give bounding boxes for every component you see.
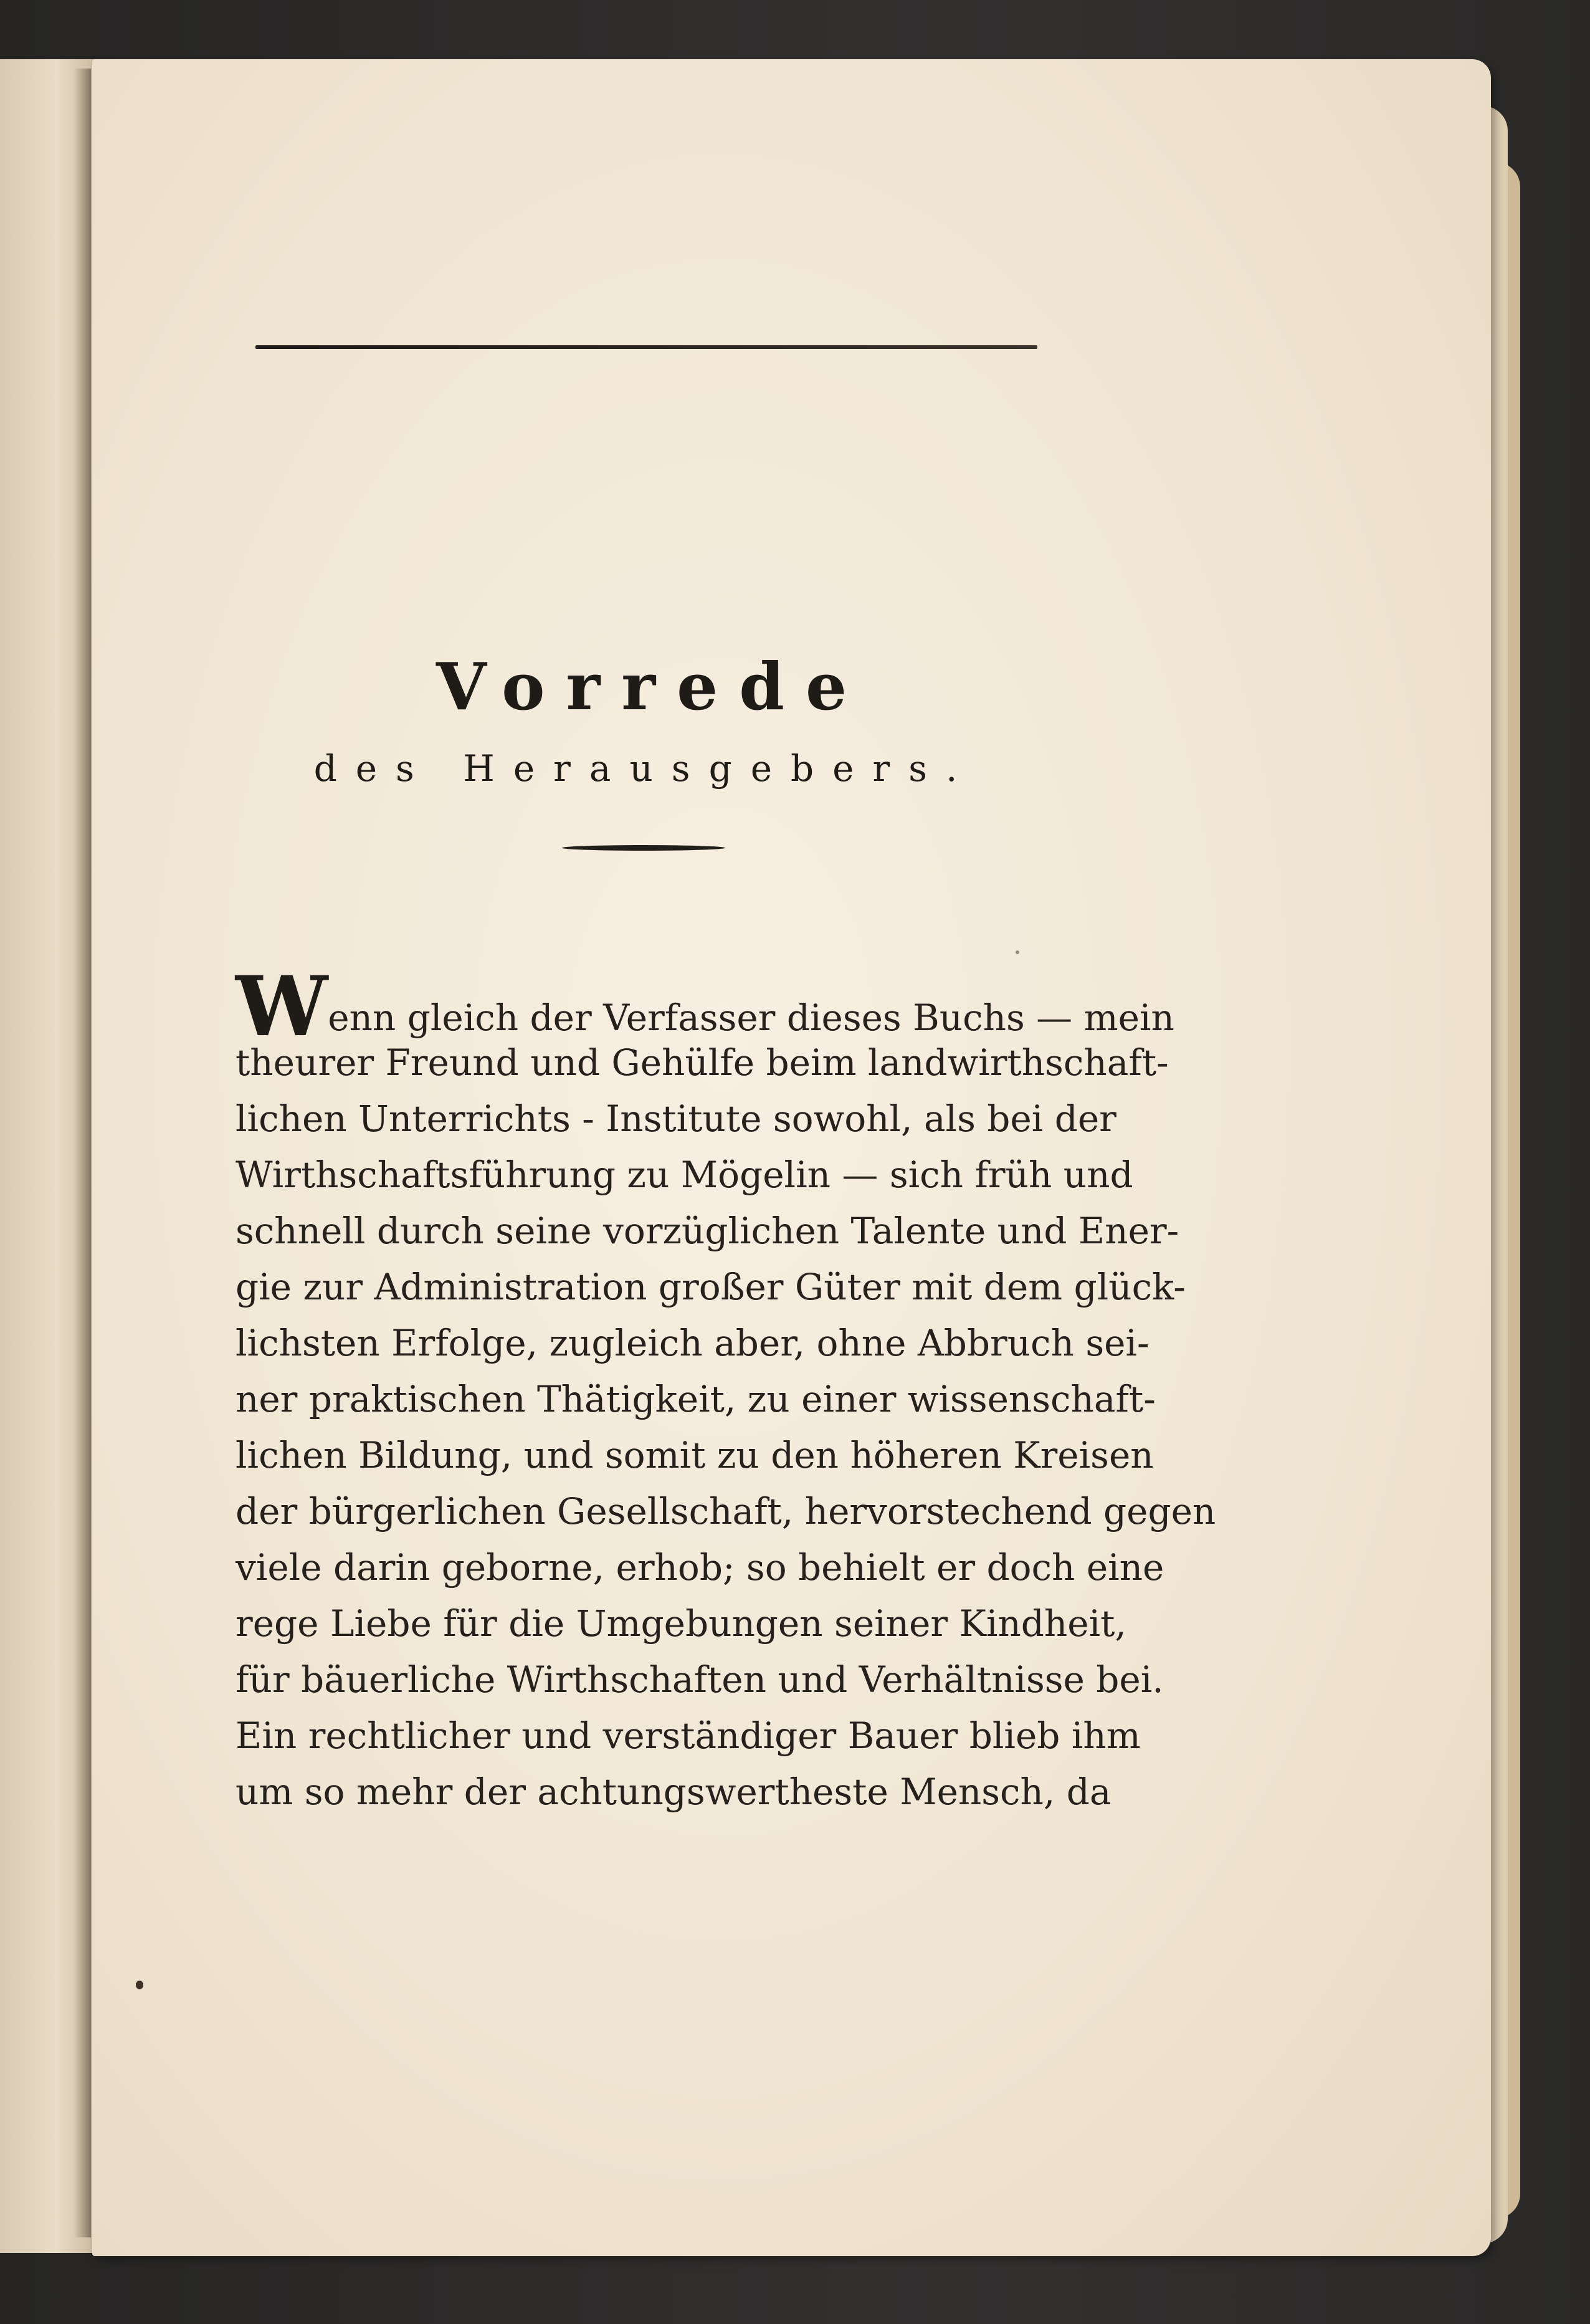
ink-speck bbox=[1016, 950, 1019, 954]
text-line: theurer Freund und Gehülfe beim landwirthschaft- bbox=[236, 1041, 1169, 1084]
text-line: rege Liebe für die Umgebungen seiner Kindheit, bbox=[236, 1602, 1126, 1645]
text-line: viele darin geborne, erhob; so behielt er doch eine bbox=[236, 1546, 1164, 1589]
text-line: Ein rechtlicher und verständiger Bauer blieb ihm bbox=[236, 1714, 1141, 1757]
text-line: ner praktischen Thätigkeit, zu einer wissenschaft- bbox=[236, 1378, 1156, 1420]
text-line: schnell durch seine vorzüglichen Talente und Ener- bbox=[236, 1210, 1179, 1252]
drop-cap: W bbox=[236, 959, 328, 1055]
text-line: gie zur Administration großer Güter mit dem glück- bbox=[236, 1266, 1186, 1308]
top-rule bbox=[255, 345, 1037, 349]
ink-speck bbox=[136, 1981, 143, 1989]
text-line: Wirthschaftsführung zu Mögelin — sich früh und bbox=[236, 1154, 1133, 1196]
body-text bbox=[236, 959, 1216, 1820]
text-line-content: enn gleich der Verfasser dieses Buchs — mein bbox=[328, 997, 1174, 1039]
ornamental-rule bbox=[562, 845, 725, 851]
book-gutter bbox=[74, 69, 91, 2237]
text-line: um so mehr der achtungswertheste Mensch, da bbox=[236, 1771, 1112, 1813]
text-line: lichen Unterrichts - Institute sowohl, als bei der bbox=[236, 1097, 1116, 1140]
page-title: Vorrede bbox=[436, 648, 869, 725]
text-line: lichen Bildung, und somit zu den höheren Kreisen bbox=[236, 1434, 1154, 1476]
text-line: für bäuerliche Wirthschaften und Verhältnisse bei. bbox=[236, 1658, 1164, 1701]
text-line bbox=[236, 959, 1174, 1055]
page-subtitle: des Herausgebers. bbox=[313, 747, 976, 790]
text-line: der bürgerlichen Gesellschaft, hervorstechend gegen bbox=[236, 1490, 1216, 1533]
text-line: lichsten Erfolge, zugleich aber, ohne Abbruch sei- bbox=[236, 1322, 1150, 1364]
